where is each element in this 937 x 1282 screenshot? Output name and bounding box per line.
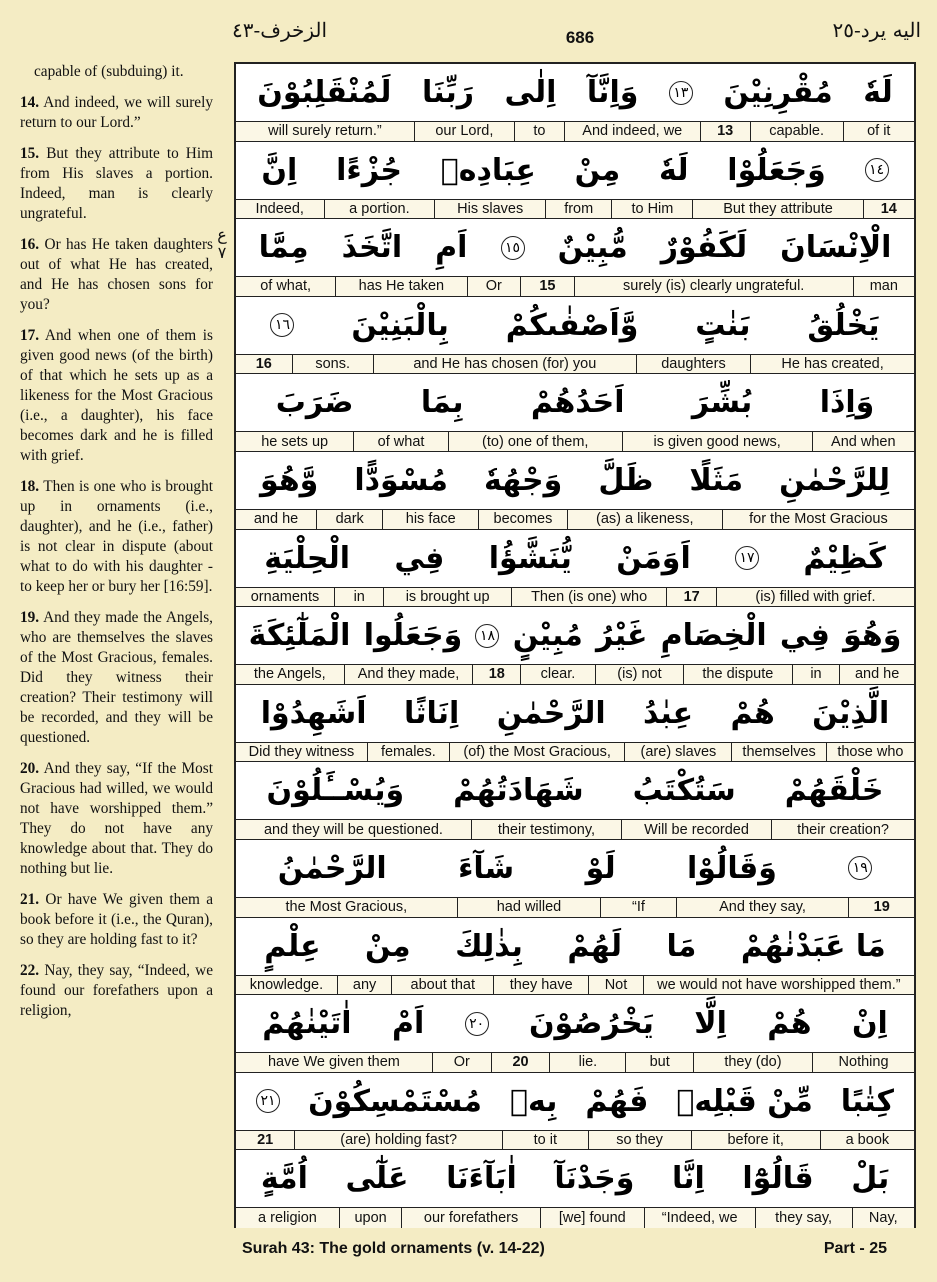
arabic-word: وَيُسْــَٔلُوْنَ xyxy=(266,773,405,809)
verse-text: And they made the Angels, who are themselves the slaves of the Most Gracious, females. Did they witness their creation? Their testimony will be recorded, and they will be questioned. xyxy=(20,609,213,746)
arabic-word: قَالُوْٓا xyxy=(742,1161,814,1197)
grid-row xyxy=(236,607,914,685)
arabic-word: ظَلَّ xyxy=(598,462,654,498)
arabic-word: بَلْ xyxy=(851,1161,890,1197)
verse-text: Or have We given them a book before it (i.e., the Quran), so they are holding fast to it? xyxy=(20,891,213,948)
english-word-cell: man xyxy=(853,277,914,296)
arabic-word: وَّاَصْفٰىكُمْ xyxy=(505,307,639,343)
english-word-cell: capable. xyxy=(750,122,843,141)
english-word-cell: (to) one of them, xyxy=(448,432,622,451)
arabic-word: بِذٰلِكَ xyxy=(455,928,523,964)
grid-row xyxy=(236,297,914,375)
arabic-word: لَهٗ xyxy=(659,152,689,188)
english-word-cell: in xyxy=(792,665,840,684)
verse-number: 17. xyxy=(20,327,40,344)
arabic-word: مُسْتَمْسِكُوْنَ xyxy=(308,1083,482,1119)
arabic-word: بَنٰتٍ xyxy=(695,307,751,343)
arabic-word: اِلَّا xyxy=(694,1006,727,1042)
verse-number: 22. xyxy=(20,962,40,979)
english-word-cell: they say, xyxy=(755,1208,852,1228)
english-word-cell: Or xyxy=(432,1053,491,1072)
arabic-word: فِي xyxy=(394,540,445,576)
english-word-cell: upon xyxy=(339,1208,401,1228)
english-word-cell: has He taken xyxy=(335,277,466,296)
english-word-cell: the Angels, xyxy=(253,666,326,683)
grid-row xyxy=(236,762,914,840)
english-word-cell: our Lord, xyxy=(414,122,514,141)
arabic-word: الْاِنْسَانَ xyxy=(780,230,892,266)
english-word-cell: and they will be questioned. xyxy=(263,821,443,838)
arabic-word: وَاِنَّآ xyxy=(586,75,639,110)
grid-row xyxy=(236,219,914,297)
arabic-word: اِنَّا xyxy=(672,1161,705,1197)
english-word-cell: He has created, xyxy=(750,355,914,374)
translation-verse xyxy=(20,608,213,748)
arabic-word: اٰبَآءَنَا xyxy=(446,1161,517,1197)
english-word-cell: they have xyxy=(493,976,588,995)
english-word-cell: of it xyxy=(843,122,914,141)
english-word-cell: those who xyxy=(826,743,914,762)
english-word-cell: any xyxy=(337,976,391,995)
english-word-cell: a religion xyxy=(258,1210,317,1227)
english-line xyxy=(236,355,914,374)
arabic-line xyxy=(236,607,914,665)
arabic-word: بِالْبَنِيْنَ xyxy=(351,307,449,343)
english-word-cell: but xyxy=(625,1053,692,1072)
english-word-cell: Did they witness xyxy=(248,744,355,761)
grid-row xyxy=(236,685,914,763)
arabic-line xyxy=(236,219,914,277)
verse-number-cell: 13 xyxy=(700,122,750,141)
english-word-cell: And they say, xyxy=(676,898,849,917)
verse-text: Nay, they say, “Indeed, we found our forefathers upon a religion, xyxy=(20,962,213,1019)
english-word-cell: Nothing xyxy=(812,1053,914,1072)
translation-verse xyxy=(20,144,213,224)
arabic-word: مَثَلًا xyxy=(689,462,744,498)
arabic-word: اَمْ xyxy=(391,1006,425,1042)
arabic-word: عِبٰدُ xyxy=(643,695,694,731)
arabic-word: لَكَفُوْرٌ xyxy=(660,230,748,266)
verse-end-marker: ٢١ xyxy=(256,1089,280,1113)
arabic-line xyxy=(236,142,914,200)
part-name-arabic: اليه يرد-٢٥ xyxy=(832,18,921,42)
arabic-word: اِنَاثًا xyxy=(403,695,460,731)
english-line xyxy=(236,1053,914,1072)
english-word-cell: in xyxy=(334,588,383,607)
arabic-line xyxy=(236,1150,914,1208)
arabic-word: اٰتَيْنٰهُمْ xyxy=(262,1006,352,1042)
surah-name-arabic: الزخرف-٤٣ xyxy=(232,18,328,42)
arabic-word: وَقَالُوْا xyxy=(687,850,777,886)
arabic-word: مِّنْ قَبْلِهٖ xyxy=(676,1083,813,1119)
arabic-word: عِلْمٍ xyxy=(264,928,321,964)
arabic-word: عَلٰٓى xyxy=(345,1161,409,1197)
verse-end-marker: ١٧ xyxy=(735,546,759,570)
grid-row xyxy=(236,142,914,220)
arabic-word: شَآءَ xyxy=(458,850,515,886)
english-word-cell: Will be recorded xyxy=(621,820,771,839)
english-line xyxy=(236,665,914,684)
arabic-word: اتَّخَذَ xyxy=(341,230,403,266)
ruku-mark: ع xyxy=(217,225,227,244)
english-word-cell: he sets up xyxy=(261,433,329,450)
arabic-word: مِنْ xyxy=(365,928,411,964)
grid-row xyxy=(236,1073,914,1151)
arabic-word: شَهَادَتُهُمْ xyxy=(453,773,584,809)
english-line xyxy=(236,820,914,839)
part-label: Part - 25 xyxy=(823,1240,887,1257)
arabic-word: خَلْقَهُمْ xyxy=(784,773,884,809)
arabic-word: اَشَهِدُوْا xyxy=(260,695,367,731)
arabic-line xyxy=(236,530,914,588)
arabic-word: بِمَا xyxy=(420,385,464,421)
english-word-cell: our forefathers xyxy=(401,1208,540,1228)
translation-verse xyxy=(20,62,213,82)
english-word-cell: females. xyxy=(367,743,449,762)
english-word-cell: (as) a likeness, xyxy=(567,510,722,529)
arabic-word: اَمِ xyxy=(435,230,468,266)
english-line xyxy=(236,743,914,762)
english-word-cell: Or xyxy=(467,277,521,296)
english-line xyxy=(236,976,914,995)
verse-text: Or has He taken daughters out of what He has created, and He has chosen sons for you? xyxy=(20,236,213,313)
english-line xyxy=(236,1131,914,1150)
arabic-word: ضَرَبَ xyxy=(275,385,354,421)
english-word-cell: before it, xyxy=(691,1131,820,1150)
verse-text: And indeed, we will surely return to our Lord.” xyxy=(20,94,213,131)
arabic-line xyxy=(236,685,914,743)
verse-number-cell: 18 xyxy=(472,665,520,684)
english-word-cell: a portion. xyxy=(324,200,435,219)
arabic-line xyxy=(236,452,914,510)
english-word-cell: lie. xyxy=(549,1053,625,1072)
english-line xyxy=(236,277,914,296)
arabic-word: كِتٰبًا xyxy=(840,1083,894,1119)
arabic-word: رَبِّنَا xyxy=(421,75,474,110)
grid-row xyxy=(236,530,914,608)
english-word-cell: And when xyxy=(812,432,914,451)
verse-text: And when one of them is given good news (of the birth) of that which he sets up as a likeness for the Most Gracious (i.e., a daughter), his face becomes dark and he is filled with grief. xyxy=(20,327,213,464)
translation-verse xyxy=(20,890,213,950)
verse-number-cell: 19 xyxy=(848,898,914,917)
english-word-cell: so they xyxy=(588,1131,691,1150)
arabic-word: مُقْرِنِيْنَ xyxy=(723,75,833,110)
english-word-cell: clear. xyxy=(520,665,595,684)
english-word-cell: will surely return.” xyxy=(268,123,382,140)
english-word-cell: (is) filled with grief. xyxy=(716,588,914,607)
verse-number-cell: 16 xyxy=(255,356,272,373)
english-word-cell: their testimony, xyxy=(471,820,621,839)
arabic-word: وَجْهُهٗ xyxy=(484,462,563,498)
arabic-line xyxy=(236,64,914,122)
english-line xyxy=(236,1208,914,1228)
arabic-word: اِنْ xyxy=(851,1006,888,1042)
english-word-cell: And they made, xyxy=(344,665,473,684)
english-word-cell: “Indeed, we xyxy=(644,1208,755,1228)
english-word-cell: sons. xyxy=(292,355,373,374)
arabic-word: وَّهُوَ xyxy=(260,462,319,498)
word-by-word-grid xyxy=(234,62,916,1228)
arabic-word: غَيْرُ xyxy=(596,618,648,654)
english-line xyxy=(236,510,914,529)
verse-number: 19. xyxy=(20,609,40,626)
verse-number-cell: 15 xyxy=(520,277,574,296)
english-word-cell: his face xyxy=(382,510,478,529)
grid-row xyxy=(236,374,914,452)
arabic-word: لَمُنْقَلِبُوْنَ xyxy=(257,75,392,110)
arabic-word: لَوْ xyxy=(585,850,616,886)
english-word-cell: Indeed, xyxy=(255,200,304,217)
english-line xyxy=(236,588,914,607)
arabic-word: مَا xyxy=(666,928,697,964)
english-word-cell: is given good news, xyxy=(622,432,812,451)
english-word-cell: from xyxy=(545,200,611,219)
arabic-word: الْحِلْيَةِ xyxy=(264,540,351,576)
verse-number-cell: 20 xyxy=(491,1053,550,1072)
english-word-cell: and He has chosen (for) you xyxy=(373,355,636,374)
arabic-word: مِنْ xyxy=(574,152,621,188)
verse-number: 18. xyxy=(20,478,40,495)
english-word-cell: becomes xyxy=(478,510,566,529)
verse-text: But they attribute to Him from His slaves a portion. Indeed, man is clearly ungrateful. xyxy=(20,145,213,222)
english-word-cell: His slaves xyxy=(434,200,545,219)
english-word-cell: they (do) xyxy=(693,1053,812,1072)
arabic-word: الْمَلٰٓئِكَةَ xyxy=(248,618,351,654)
english-word-cell: to it xyxy=(502,1131,588,1150)
arabic-word: مِمَّا xyxy=(258,230,309,266)
english-word-cell: [we] found xyxy=(540,1208,644,1228)
arabic-word: كَظِيْمٌ xyxy=(803,540,886,576)
verse-number: 16. xyxy=(20,236,40,253)
verse-end-marker: ١٥ xyxy=(501,236,525,260)
verse-end-marker: ١٨ xyxy=(475,624,499,648)
arabic-line xyxy=(236,297,914,355)
surah-title: Surah 43: The gold ornaments (v. 14-22) xyxy=(242,1240,545,1257)
grid-row xyxy=(236,840,914,918)
translation-verse xyxy=(20,235,213,315)
arabic-word: يَخْرُصُوْنَ xyxy=(528,1006,654,1042)
english-word-cell: for the Most Gracious xyxy=(722,510,914,529)
page-header xyxy=(0,0,937,58)
english-word-cell: surely (is) clearly ungrateful. xyxy=(574,277,853,296)
english-word-cell: Nay, xyxy=(852,1208,914,1228)
translation-verse xyxy=(20,759,213,879)
english-word-cell: Not xyxy=(588,976,642,995)
english-line xyxy=(236,898,914,917)
arabic-word: الرَّحْمٰنِ xyxy=(496,695,606,731)
arabic-word: مَا عَبَدْنٰهُمْ xyxy=(740,928,886,964)
translation-verse xyxy=(20,326,213,466)
verse-number-cell: 21 xyxy=(257,1132,274,1149)
arabic-word: فِي xyxy=(779,618,830,654)
grid-row xyxy=(236,1150,914,1228)
arabic-word: الْخِصَامِ xyxy=(660,618,767,654)
verse-number: 15. xyxy=(20,145,40,162)
arabic-word: وَجَعَلُوْا xyxy=(727,152,826,188)
arabic-word: مُّبِيْنٌ xyxy=(557,230,628,266)
arabic-word: الَّذِيْنَ xyxy=(812,695,890,731)
arabic-word: الرَّحْمٰنُ xyxy=(277,850,387,886)
arabic-word: يُّنَشَّؤُا xyxy=(488,540,572,576)
verse-text: Then is one who is brought up in ornaments (i.e., daughter), and he (i.e., father) is not clear in dispute (about what to do with his daughter - to keep her or bury her [16:59]. xyxy=(20,478,213,595)
english-word-cell: the dispute xyxy=(683,665,792,684)
arabic-word: مُسْوَدًّا xyxy=(354,462,448,498)
arabic-line xyxy=(236,918,914,976)
english-word-cell: their creation? xyxy=(771,820,914,839)
arabic-word: وَاِذَا xyxy=(819,385,875,421)
english-word-cell: ornaments xyxy=(250,588,320,605)
verse-end-marker: ١٩ xyxy=(848,856,872,880)
arabic-word: جُزْءًا xyxy=(336,152,402,188)
page-number: 686 xyxy=(565,28,595,47)
arabic-word: فَهُمْ xyxy=(585,1083,649,1119)
english-word-cell: of what xyxy=(353,432,447,451)
arabic-word: لَهُمْ xyxy=(567,928,622,964)
grid-row xyxy=(236,918,914,996)
arabic-word: هُمْ xyxy=(730,695,775,731)
arabic-line xyxy=(236,995,914,1053)
english-word-cell: (are) holding fast? xyxy=(294,1131,502,1150)
arabic-word: اِلٰى xyxy=(504,75,557,110)
arabic-line xyxy=(236,762,914,820)
english-word-cell: themselves xyxy=(731,743,825,762)
verse-text: And they say, “If the Most Gracious had willed, we would not have worshipped them.” They do not have any knowledge about that. They do nothing but lie. xyxy=(20,760,213,877)
english-word-cell: Then (is one) who xyxy=(511,588,667,607)
verse-number: 14. xyxy=(20,94,40,111)
verse-text: capable of (subduing) it. xyxy=(34,63,184,80)
grid-row xyxy=(236,452,914,530)
ruku-marker xyxy=(210,226,234,274)
arabic-line xyxy=(236,374,914,432)
arabic-word: اُمَّةٍ xyxy=(260,1161,308,1197)
verse-end-marker: ١٤ xyxy=(865,158,889,182)
arabic-line xyxy=(236,840,914,898)
arabic-word: وَهُوَ xyxy=(843,618,902,654)
arabic-word: هُمْ xyxy=(767,1006,812,1042)
arabic-word: سَتُكْتَبُ xyxy=(632,773,736,809)
english-word-cell: the Most Gracious, xyxy=(285,899,408,916)
arabic-word: عِبَادِهٖ xyxy=(440,152,536,188)
english-line xyxy=(236,122,914,141)
english-word-cell: And indeed, we xyxy=(564,122,700,141)
english-word-cell: we would not have worshipped them.” xyxy=(643,976,914,995)
english-word-cell: is brought up xyxy=(383,588,510,607)
grid-row xyxy=(236,995,914,1073)
translation-verse xyxy=(20,477,213,597)
grid-row xyxy=(236,64,914,142)
arabic-word: بُشِّرَ xyxy=(691,385,753,421)
arabic-word: اَحَدُهُمْ xyxy=(530,385,625,421)
english-word-cell: and he xyxy=(839,665,914,684)
arabic-word: اِنَّ xyxy=(261,152,298,188)
english-word-cell: a book xyxy=(820,1131,914,1150)
verse-number-cell: 17 xyxy=(666,588,715,607)
translation-verse xyxy=(20,93,213,133)
verse-end-marker: ١٣ xyxy=(669,81,693,105)
english-word-cell: and he xyxy=(253,511,299,528)
english-line xyxy=(236,200,914,219)
english-line xyxy=(236,432,914,451)
arabic-word: وَجَدْنَآ xyxy=(554,1161,635,1197)
arabic-word: مُبِيْنٍ xyxy=(512,618,583,654)
arabic-word: اَوَمَنْ xyxy=(616,540,691,576)
english-word-cell: (are) slaves xyxy=(624,743,731,762)
verse-number: 20. xyxy=(20,760,40,777)
english-word-cell: daughters xyxy=(636,355,750,374)
english-word-cell: have We given them xyxy=(267,1054,400,1071)
translation-verse xyxy=(20,961,213,1021)
arabic-word: يَخْلُقُ xyxy=(807,307,880,343)
verse-end-marker: ٢٠ xyxy=(465,1012,489,1036)
arabic-word: بِهٖ xyxy=(509,1083,558,1119)
translation-column xyxy=(20,62,213,1242)
verse-number: 21. xyxy=(20,891,40,908)
arabic-word: لِلرَّحْمٰنِ xyxy=(779,462,890,498)
english-word-cell: of what, xyxy=(260,278,311,295)
english-word-cell: dark xyxy=(316,510,382,529)
english-word-cell: (is) not xyxy=(595,665,683,684)
arabic-word: لَهٗ xyxy=(863,75,893,110)
english-word-cell: to Him xyxy=(611,200,692,219)
english-word-cell: “If xyxy=(600,898,675,917)
verse-end-marker: ١٦ xyxy=(270,313,294,337)
english-word-cell: to xyxy=(514,122,564,141)
english-word-cell: about that xyxy=(391,976,493,995)
english-word-cell: knowledge. xyxy=(249,976,324,993)
english-word-cell: (of) the Most Gracious, xyxy=(449,743,625,762)
english-word-cell: had willed xyxy=(457,898,601,917)
arabic-word: وَجَعَلُوا xyxy=(363,618,463,654)
ruku-number: ٧ xyxy=(217,243,227,262)
verse-number-cell: 14 xyxy=(863,200,914,219)
english-word-cell: But they attribute xyxy=(692,200,862,219)
arabic-line xyxy=(236,1073,914,1131)
